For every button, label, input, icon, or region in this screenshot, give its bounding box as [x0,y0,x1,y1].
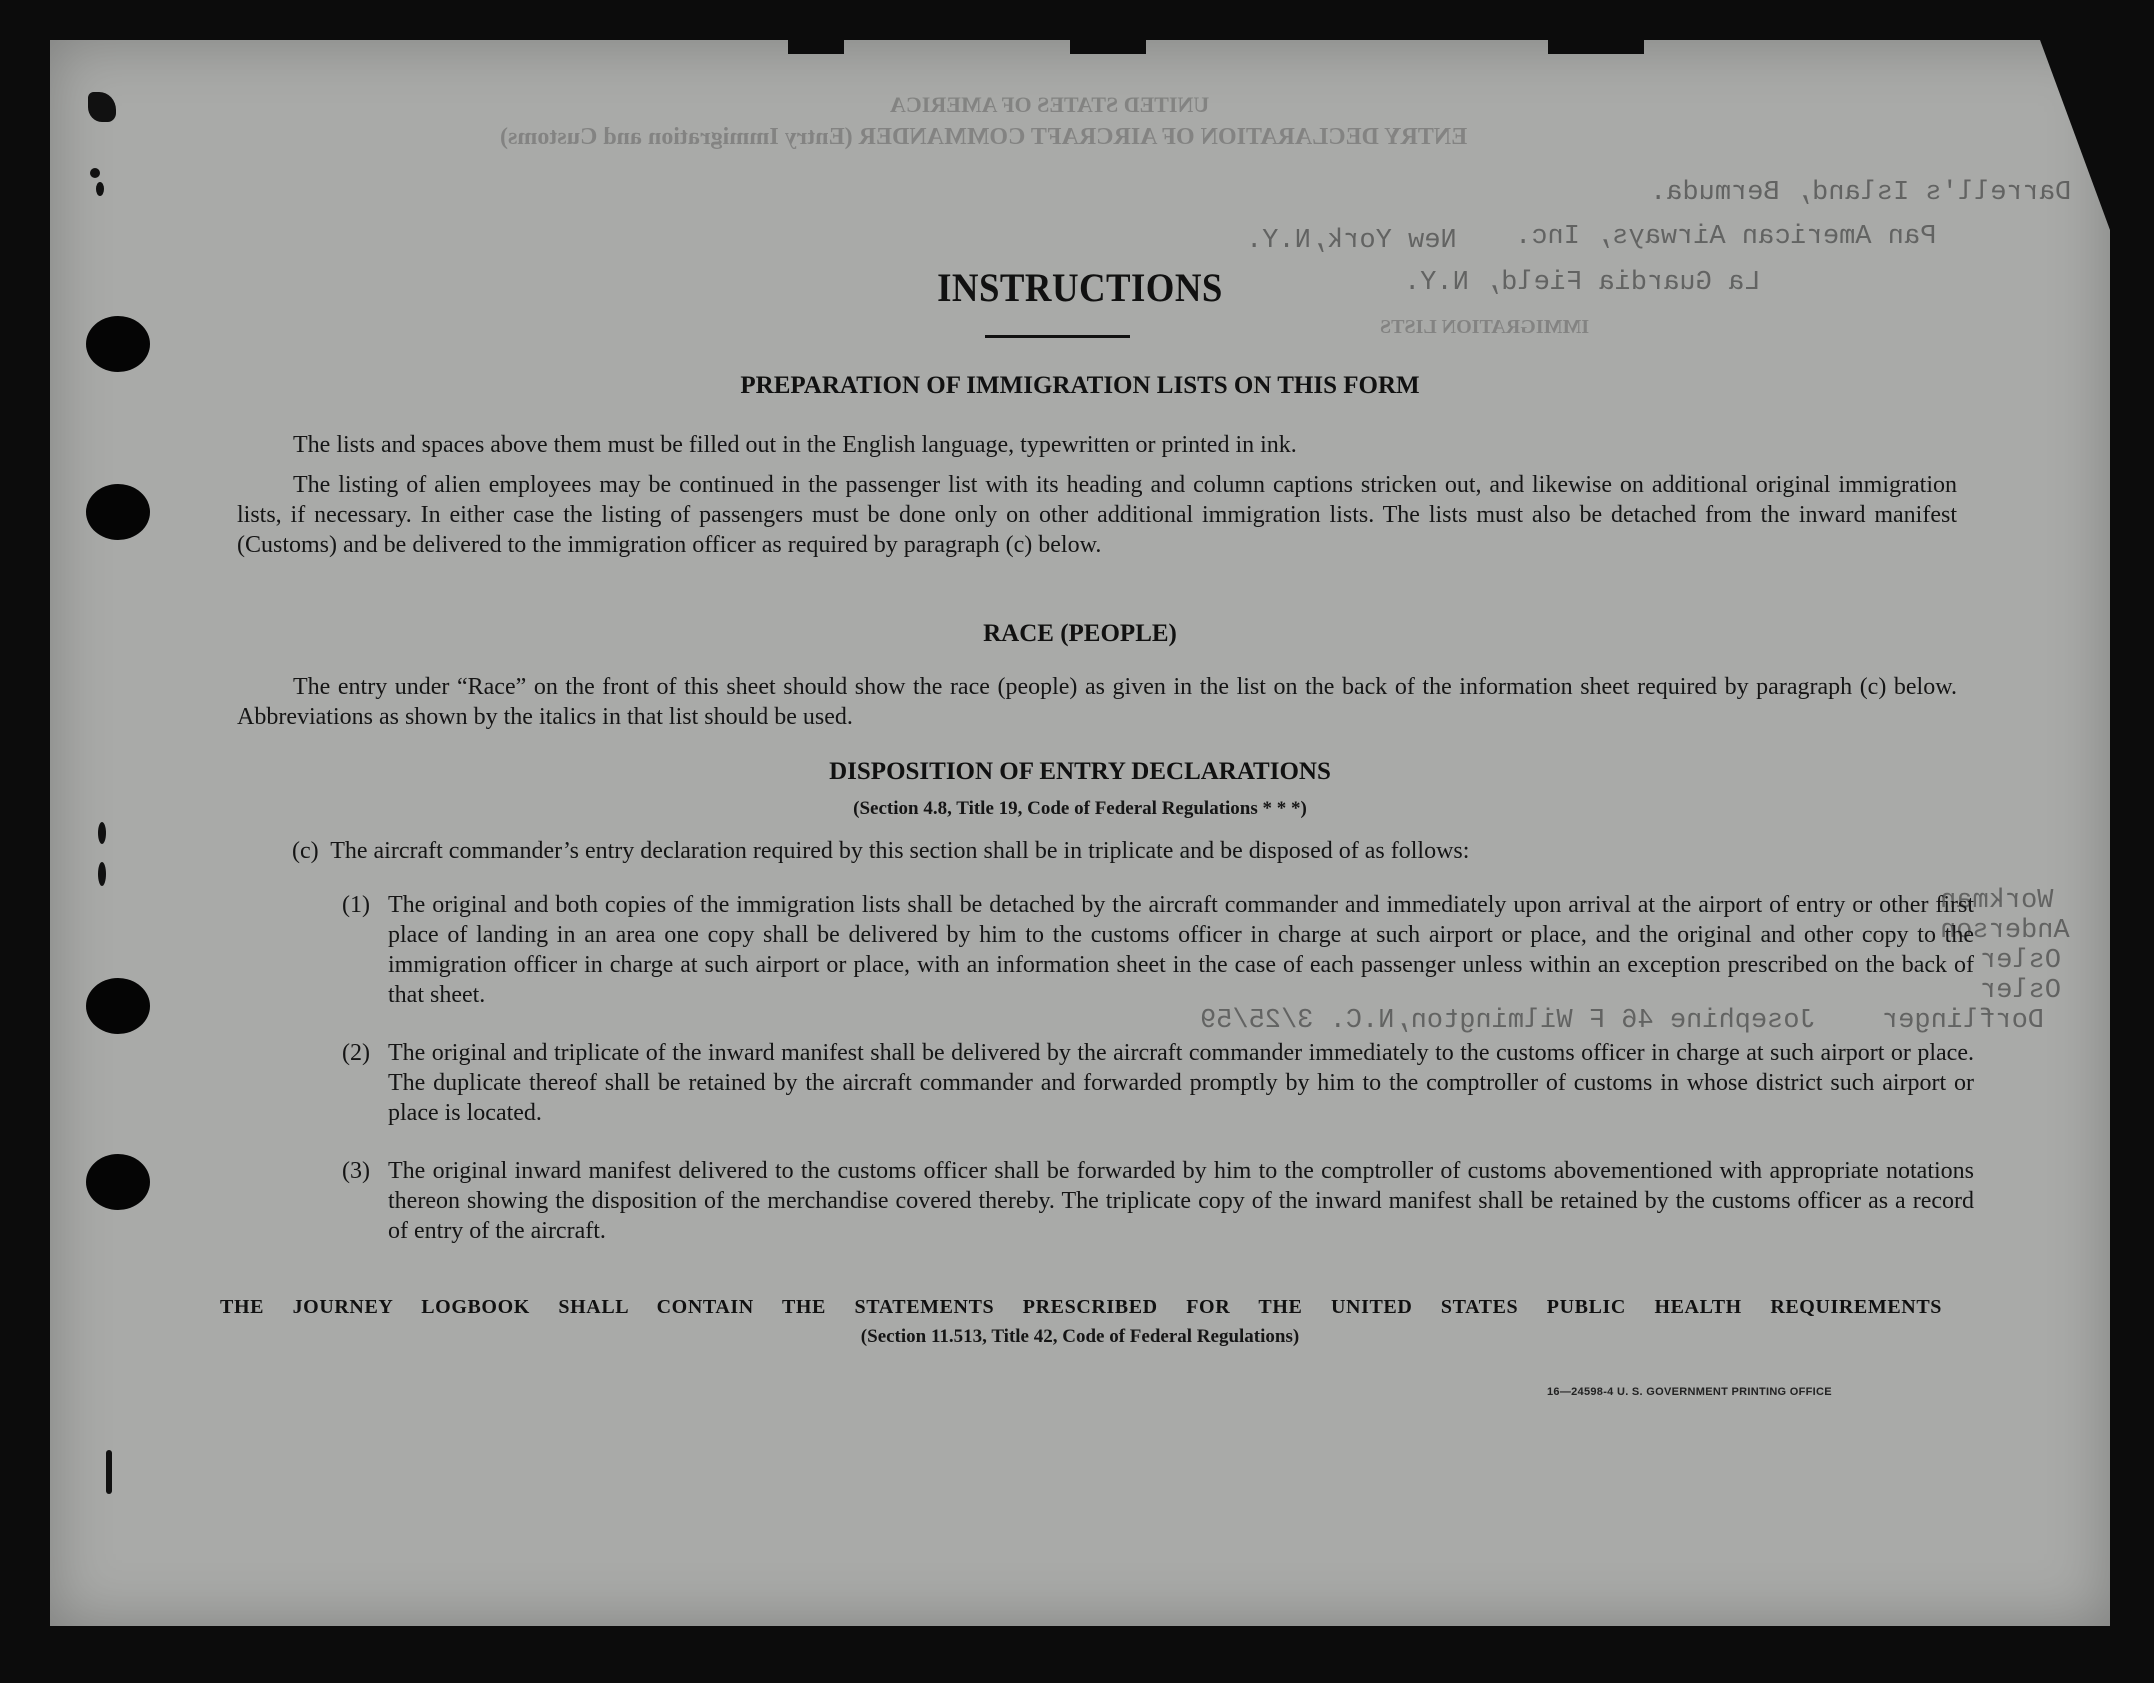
show-through-name: Anderson [1940,916,2070,946]
margin-mark [98,862,106,886]
show-through-name: Dorflinger [1882,1006,2045,1036]
show-through-name: Osler [1980,946,2062,976]
margin-mark [106,1450,112,1494]
item-text: The original and both copies of the immigration lists shall be detached by the aircraft commander and immediately upon arrival at the airport of entry or other first place of landing in an area one copy shall be delivered by him to the customs officer in charge at such airport or place, and the original and other copy to the immigration officer in charge at such airport or place, with an information sheet in the case of each passenger unless within an exception prescribed on the back of that sheet. [388,892,1974,1008]
show-through-header: ENTRY DECLARATION OF AIRCRAFT COMMANDER (Entry Immigration and Customs) [500,124,1468,150]
margin-mark [88,92,116,122]
punch-hole [86,1154,150,1210]
show-through-lists: IMMIGRATION LISTS [1380,316,1590,338]
show-through-field: La Guardia Field, N.Y. [1404,268,1761,298]
footer-requirements: THE JOURNEY LOGBOOK SHALL CONTAIN THE STATEMENTS PRESCRIBED FOR THE UNITED STATES PUBLIC HEALTH REQUIREMENTS [220,1296,1942,1318]
item-text: The original inward manifest delivered to the customs officer shall be forwarded by him to the comptroller of customs abovementioned with appropriate notations thereon showing the disposition of the merchandise covered thereby. The triplicate copy of the inward manifest shall be retained by the customs officer as a record of entry of the aircraft. [388,1158,1974,1244]
punch-hole [86,978,150,1034]
race-paragraph: The entry under “Race” on the front of this sheet should show the race (people) as given in the list on the back of the information sheet required by paragraph (c) below. Abbreviations as shown by the italics in that list should be used. [237,674,1957,730]
punch-hole [86,316,150,372]
item-number: (3) [342,1158,370,1184]
preparation-paragraph-2: The listing of alien employees may be continued in the passenger list with its heading and column captions stricken out, and likewise on additional original immigration lists, if necessary. In either case the listing of passengers must be done only on other additional immigration lists. The lists must also be detached from the inward manifest (Customs) and be delivered to the immigration officer as required by paragraph (c) below. [237,472,1957,558]
section-heading-disposition: DISPOSITION OF ENTRY DECLARATIONS [829,758,1331,785]
punch-hole [86,484,150,540]
section-heading-race: RACE (PEOPLE) [983,620,1177,647]
document-sheet [50,40,2110,1626]
show-through-name: Workman [1940,886,2054,916]
show-through-city: New York,N.Y. [1246,226,1457,256]
show-through-operator: Pan American Airways, Inc. [1515,222,1937,252]
margin-mark [98,822,106,844]
show-through-header: UNITED STATES OF AMERICA [890,92,1210,117]
show-through-place: Darrell's Island, Bermuda. [1650,178,2072,208]
disposition-intro [292,836,1952,866]
disposition-item-1 [342,890,1974,1010]
title-underline [985,335,1130,338]
show-through-name: Osler [1980,976,2062,1006]
item-number: (2) [342,1040,370,1066]
binding-tab [1070,40,1146,54]
binding-tab [788,40,844,54]
item-number: (1) [342,892,370,918]
intro-label: (c) [292,838,319,864]
intro-text: The aircraft commander’s entry declaration required by this section shall be in triplicate and be disposed of as follows: [330,838,1470,864]
page-title: INSTRUCTIONS [937,265,1223,310]
disposition-item-3 [342,1156,1974,1246]
disposition-item-2 [342,1038,1974,1128]
printing-office-code: 16—24598-4 U. S. GOVERNMENT PRINTING OFFICE [1547,1386,1832,1398]
binding-tab [1548,40,1644,54]
item-text: The original and triplicate of the inward manifest shall be delivered by the aircraft commander immediately to the customs officer in charge at such airport or place. The duplicate thereof shall be retained by the aircraft commander and forwarded promptly by him to the comptroller of customs in whose district such airport or place is located. [388,1040,1974,1126]
disposition-citation: (Section 4.8, Title 19, Code of Federal Regulations * * *) [853,798,1307,819]
section-heading-preparation: PREPARATION OF IMMIGRATION LISTS ON THIS FORM [740,372,1420,399]
footer-citation: (Section 11.513, Title 42, Code of Federal Regulations) [860,1326,1300,1347]
margin-mark [96,182,104,196]
preparation-paragraph-1: The lists and spaces above them must be filled out in the English language, typewritten or printed in ink. [293,432,1297,458]
show-through-entry: Josephine 46 F Wilmington,N.C. 3/25/59 [1200,1006,1816,1036]
margin-mark [90,168,100,178]
